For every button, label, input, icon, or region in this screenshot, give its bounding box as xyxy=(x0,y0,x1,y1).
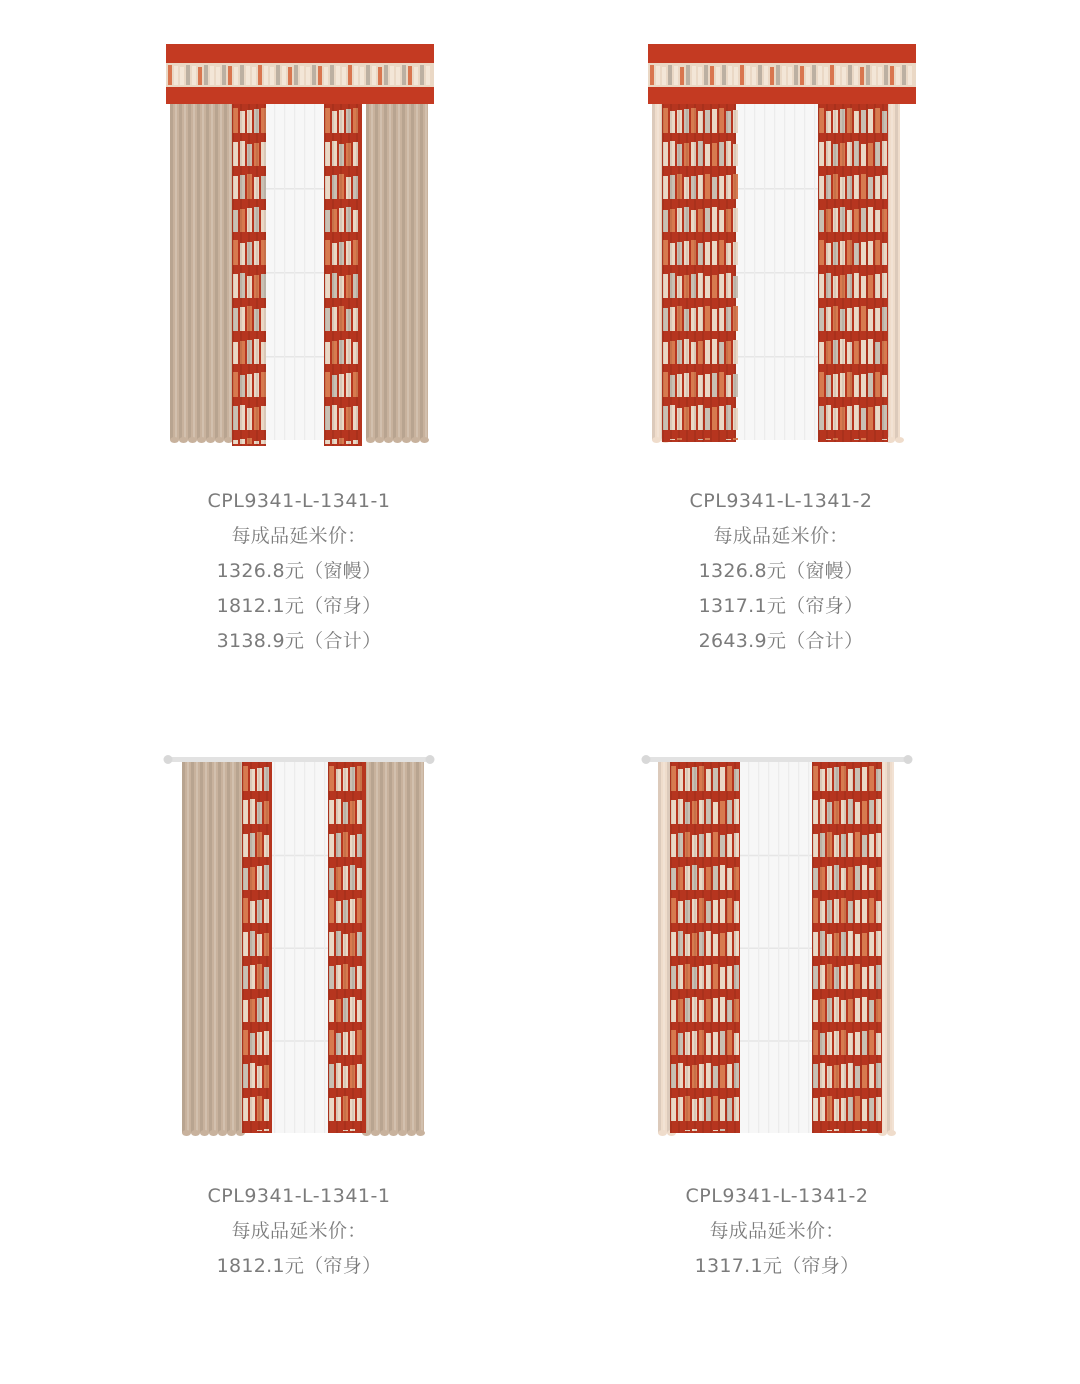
solid-panel xyxy=(170,104,233,443)
price-label: 每成品延米价： xyxy=(713,525,849,547)
solid-panel xyxy=(362,762,425,1136)
product-code: CPL9341-L-1341-2 xyxy=(689,490,873,512)
pattern-panel xyxy=(232,104,266,446)
product-info xyxy=(134,1179,464,1284)
price-line: 1317.1元（帘身） xyxy=(694,1255,860,1277)
curtain-image xyxy=(616,38,946,458)
product-card xyxy=(134,38,464,652)
product-card xyxy=(616,38,946,652)
pattern-panel xyxy=(242,762,272,1133)
product-info xyxy=(134,484,464,659)
price-label: 每成品延米价： xyxy=(231,525,367,547)
product-code: CPL9341-L-1341-1 xyxy=(207,490,391,512)
price-line: 1326.8元（窗幔） xyxy=(698,560,864,582)
pattern-panel xyxy=(324,104,362,446)
curtain-image xyxy=(134,38,464,458)
pattern-panel xyxy=(662,104,738,442)
curtain-image xyxy=(134,735,464,1155)
product-info xyxy=(612,1179,942,1284)
pattern-panel xyxy=(812,762,882,1133)
valance xyxy=(648,44,916,104)
curtain-image xyxy=(612,735,942,1155)
price-line: 1812.1元（帘身） xyxy=(216,595,382,617)
price-label: 每成品延米价： xyxy=(709,1220,845,1242)
price-line: 1326.8元（窗幔） xyxy=(216,560,382,582)
pattern-panel xyxy=(818,104,888,442)
price-label: 每成品延米价： xyxy=(231,1220,367,1242)
product-code: CPL9341-L-1341-2 xyxy=(685,1185,869,1207)
price-line: 1317.1元（帘身） xyxy=(698,595,864,617)
price-line: 3138.9元（合计） xyxy=(216,630,382,652)
pattern-panel xyxy=(328,762,366,1133)
product-code: CPL9341-L-1341-1 xyxy=(207,1185,391,1207)
price-line: 2643.9元（合计） xyxy=(698,630,864,652)
solid-panel xyxy=(182,762,245,1136)
product-card xyxy=(612,735,942,1277)
pattern-panel xyxy=(670,762,740,1133)
product-card xyxy=(134,735,464,1277)
price-line: 1812.1元（帘身） xyxy=(216,1255,382,1277)
product-info xyxy=(616,484,946,659)
sheer-panel xyxy=(734,104,828,440)
solid-panel xyxy=(886,104,904,443)
sheer-panel xyxy=(738,762,816,1133)
valance xyxy=(166,44,434,104)
solid-panel xyxy=(366,104,429,443)
